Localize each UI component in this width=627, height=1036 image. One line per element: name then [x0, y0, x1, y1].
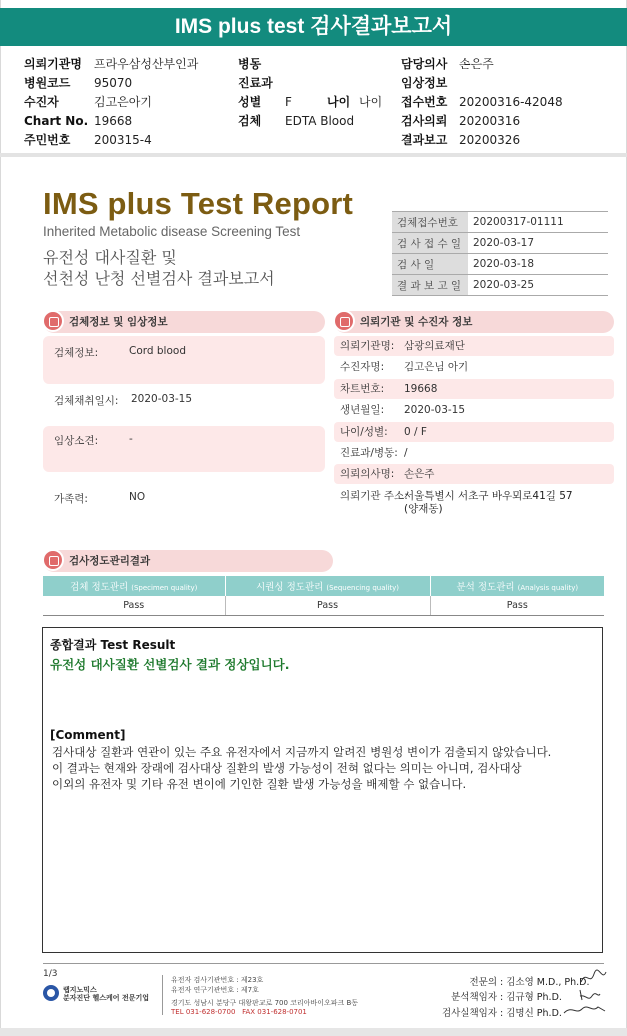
qc-value-analysis: Pass — [430, 596, 604, 615]
company-name: 랩지노믹스 — [63, 986, 97, 994]
patient-row-label: 나이/성별: — [340, 426, 388, 438]
patient-row-label: 수진자명: — [340, 361, 385, 373]
report-korean-title-1: 유전성 대사질환 및 — [43, 248, 177, 267]
clipboard-icon — [42, 549, 64, 571]
family-history-value: NO — [129, 491, 146, 503]
info-label: 검 사 접 수 일 — [392, 233, 468, 254]
patient-row-value: / — [404, 447, 408, 459]
qc-value-sequencing: Pass — [225, 596, 430, 615]
label-ward: 병동 — [238, 57, 262, 71]
value-age: 나이 — [359, 95, 383, 109]
patient-row-label: 의뢰의사명: — [340, 468, 395, 480]
signer-name: : 김명신 Ph.D. — [500, 1008, 562, 1019]
company-logo-icon — [43, 985, 59, 1001]
signer-row — [437, 1005, 562, 1019]
patient-row-value: 19668 — [404, 383, 438, 395]
specimen-section-title: 검체정보 및 임상정보 — [69, 316, 168, 328]
qc-col-sequencing — [225, 576, 430, 596]
table-row — [43, 576, 604, 596]
company-tagline: 분자진단 헬스케어 전문기업 — [63, 994, 150, 1002]
page-number: 1/3 — [43, 969, 58, 979]
specimen-section-header — [43, 311, 325, 333]
bottom-bar — [0, 1028, 627, 1036]
comment-line-1: 검사대상 질환과 연관이 있는 주요 유전자에서 지금까지 알려진 병원성 변이가 검출되지 않았습니다. — [52, 745, 552, 759]
qc-col-specimen — [43, 576, 225, 596]
specimen-info-label: 검체정보: — [54, 347, 99, 359]
patient-row-value: 손은주 — [404, 468, 435, 480]
footer-divider — [162, 975, 163, 1015]
qc-value-specimen: Pass — [43, 596, 225, 615]
label-hospital-code: 병원코드 — [24, 76, 71, 90]
value-physician: 손은주 — [459, 57, 494, 71]
table-row — [392, 254, 608, 275]
comment-line-2: 이 결과는 현재와 장래에 검사대상 질환의 발생 가능성이 전혀 없다는 의미는 아니며, 검사대상 — [52, 761, 522, 775]
signer-role: 분석책임자 — [451, 992, 497, 1003]
value-hospital-code: 95070 — [94, 76, 133, 90]
info-label: 검 사 일 — [392, 254, 468, 275]
qc-col-en: (Specimen quality) — [131, 584, 198, 592]
footer-separator — [43, 963, 604, 964]
value-report-date: 20200326 — [459, 133, 521, 147]
specimen-icon — [42, 310, 64, 332]
label-patient: 수진자 — [24, 95, 59, 109]
footer-addr-1: 유전자 검사기관번호 : 제23호 — [171, 976, 264, 984]
qc-table — [43, 576, 604, 616]
value-institution: 프라우삼성산부인과 — [94, 57, 199, 71]
footer-tel: TEL 031-628-0700 — [171, 1008, 236, 1016]
signer-role: 검사실책임자 — [441, 1008, 497, 1019]
patient-row — [334, 400, 614, 420]
patient-row — [334, 443, 614, 463]
header-separator — [0, 153, 627, 157]
label-report-date: 결과보고 — [401, 133, 448, 147]
result-title: 종합결과 Test Result — [50, 638, 176, 652]
specimen-row-findings — [43, 426, 325, 472]
footer-addr-3: 경기도 성남시 분당구 대왕판교로 700 코리아바이오파크 B동 — [171, 999, 359, 1007]
label-institution: 의뢰기관명 — [24, 57, 82, 71]
patient-row-value: 김고은님 아기 — [404, 361, 469, 373]
family-history-label: 가족력: — [54, 493, 88, 505]
header-col-2 — [238, 55, 382, 131]
comment-line-3: 이외의 유전자 및 기타 유전 변이에 기인한 질환 발생 가능성을 배제할 수 없습니다. — [52, 777, 467, 791]
patient-row-value: 0 / F — [404, 426, 427, 438]
label-resident-no: 주민번호 — [24, 133, 71, 147]
patient-row-label: 생년월일: — [340, 404, 385, 416]
patient-row — [334, 379, 614, 399]
value-chart-no: 19668 — [94, 114, 133, 128]
label-receipt-no: 접수번호 — [401, 95, 448, 109]
label-chart-no: Chart No. — [24, 114, 89, 128]
signature-3-icon — [562, 1001, 607, 1019]
patient-row — [334, 336, 614, 356]
specimen-collected-value: 2020-03-15 — [131, 393, 193, 405]
specimen-info-value: Cord blood — [129, 345, 186, 357]
report-info-table — [392, 211, 608, 296]
report-korean-title-2: 선천성 난청 선별검사 결과보고서 — [43, 269, 275, 288]
specimen-row-collected — [43, 388, 325, 412]
patient-section-title: 의뢰기관 및 수진자 정보 — [360, 316, 473, 328]
label-physician: 담당의사 — [401, 57, 448, 71]
address-line-2: (양재동) — [404, 503, 443, 515]
value-receipt-no: 20200316-42048 — [459, 95, 563, 109]
qc-col-label: 분석 정도관리 — [456, 582, 515, 593]
patient-row — [334, 422, 614, 442]
signer-name: : 김소영 M.D., Ph.D. — [500, 977, 590, 988]
info-value: 2020-03-18 — [468, 254, 608, 275]
patient-row-label: 차트번호: — [340, 383, 385, 395]
patient-row — [334, 464, 614, 484]
value-resident-no: 200315-4 — [94, 133, 152, 147]
label-clinical-info: 임상정보 — [401, 76, 448, 90]
info-value: 20200317-01111 — [468, 212, 608, 233]
qc-section-header — [43, 550, 333, 572]
qc-col-en: (Analysis quality) — [517, 584, 579, 592]
signer-role: 전문의 — [469, 977, 497, 988]
label-request-date: 검사의뢰 — [401, 114, 448, 128]
result-box — [42, 627, 603, 953]
qc-section-title: 검사정도관리결과 — [69, 555, 151, 567]
address-line-1: 서울특별시 서초구 바우뫼로41길 57 — [404, 490, 573, 502]
info-label: 검체접수번호 — [392, 212, 468, 233]
patient-address-row — [334, 486, 614, 520]
value-request-date: 20200316 — [459, 114, 521, 128]
report-subtitle: Inherited Metabolic disease Screening Test — [43, 224, 301, 239]
signer-row — [437, 974, 590, 988]
value-sex: F — [285, 95, 292, 109]
signer-row — [437, 989, 562, 1003]
value-patient: 김고은아기 — [94, 95, 152, 109]
qc-col-label: 시퀀싱 정도관리 — [256, 582, 324, 593]
footer-contact — [171, 1008, 307, 1016]
header-col-1 — [24, 55, 198, 150]
patient-row — [334, 357, 614, 377]
address-label: 의뢰기관 주소: — [340, 490, 408, 502]
table-row — [392, 212, 608, 233]
value-specimen: EDTA Blood — [285, 114, 355, 128]
patient-row-value: 삼광의료재단 — [404, 340, 465, 352]
label-sex: 성별 — [238, 95, 262, 109]
label-age: 나이 — [327, 95, 351, 109]
footer-addr-2: 유전자 연구기관번호 : 제7호 — [171, 986, 259, 994]
footer-fax: FAX 031-628-0701 — [242, 1008, 307, 1016]
clinical-findings-label: 임상소견: — [54, 435, 99, 447]
info-label: 결 과 보 고 일 — [392, 275, 468, 296]
specimen-collected-label: 검체채취일시: — [54, 395, 119, 407]
patient-row-label: 진료과/병동: — [340, 447, 398, 459]
institution-icon — [333, 310, 355, 332]
table-row — [392, 233, 608, 254]
info-value: 2020-03-17 — [468, 233, 608, 254]
label-department: 진료과 — [238, 76, 273, 90]
report-title: IMS plus Test Report — [43, 186, 354, 221]
result-main-text: 유전성 대사질환 선별검사 결과 정상입니다. — [50, 657, 290, 672]
patient-section-header — [334, 311, 614, 333]
comment-title: [Comment] — [50, 728, 126, 742]
patient-row-label: 의뢰기관명: — [340, 340, 395, 352]
table-row — [43, 596, 604, 615]
clinical-findings-value: - — [129, 433, 133, 445]
signer-name: : 김규형 Ph.D. — [500, 992, 562, 1003]
report-banner: IMS plus test 검사결과보고서 — [0, 8, 627, 46]
specimen-row-info — [43, 336, 325, 384]
specimen-row-family-history — [43, 486, 325, 510]
info-value: 2020-03-25 — [468, 275, 608, 296]
label-specimen: 검체 — [238, 114, 262, 128]
qc-col-en: (Sequencing quality) — [326, 584, 400, 592]
header-col-3 — [401, 55, 563, 150]
patient-row-value: 2020-03-15 — [404, 404, 466, 416]
signature-1-icon — [578, 968, 608, 988]
qc-col-analysis — [430, 576, 604, 596]
table-row — [392, 275, 608, 296]
qc-col-label: 검체 정도관리 — [70, 582, 129, 593]
